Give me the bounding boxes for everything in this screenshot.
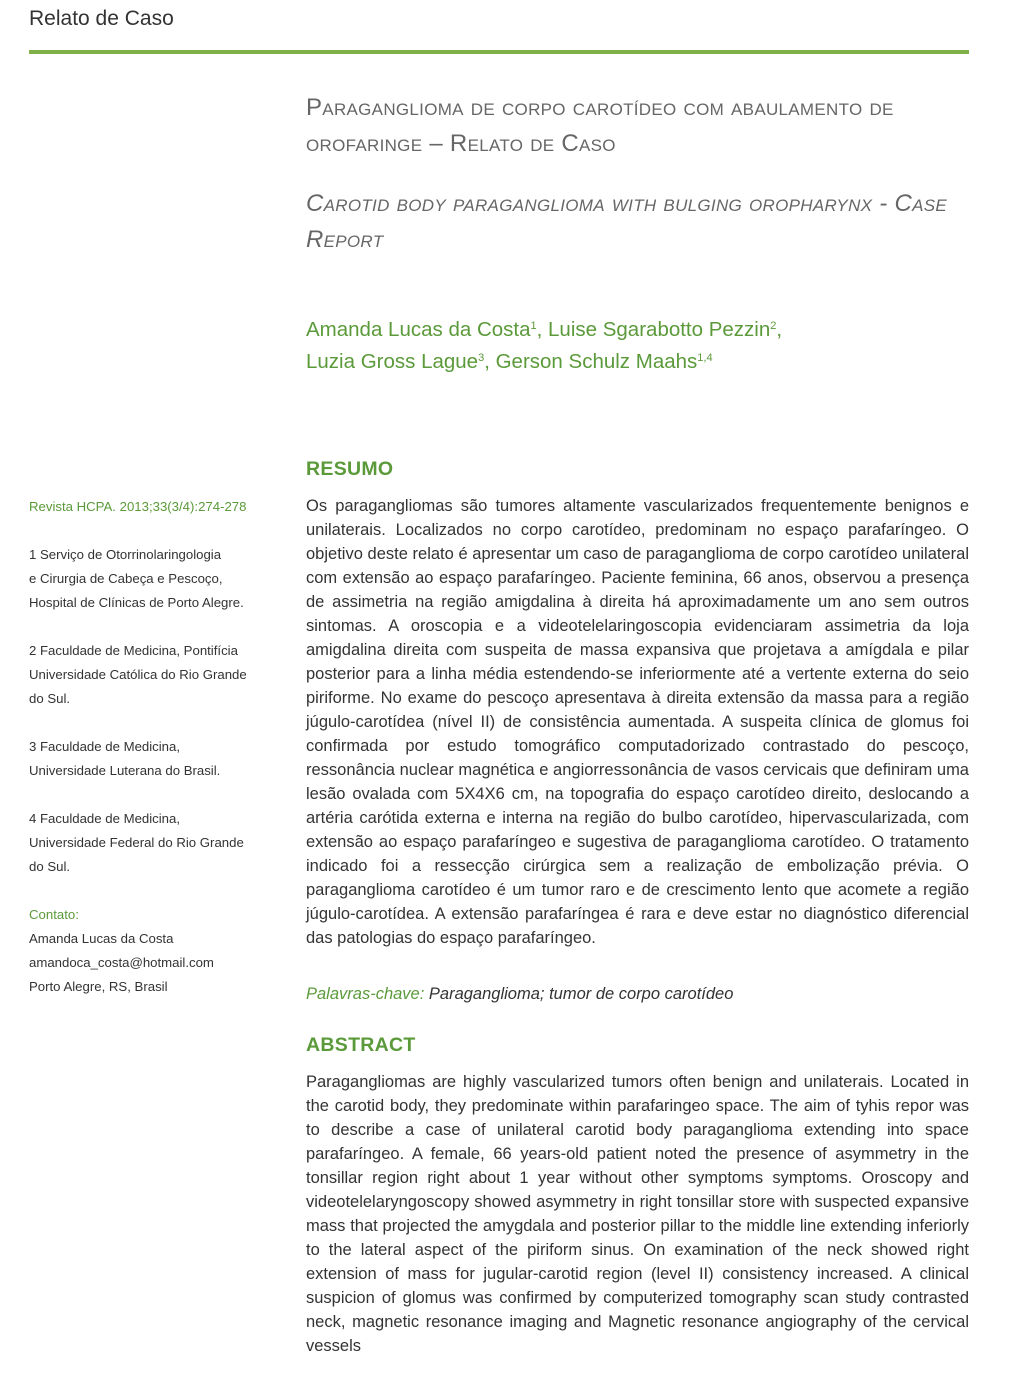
contact-label: Contato: — [29, 907, 79, 922]
abstract-heading: ABSTRACT — [306, 1034, 416, 1056]
affiliation-line: Hospital de Clínicas de Porto Alegre. — [29, 595, 244, 610]
author-separator: , — [484, 350, 496, 373]
author-name: Luise Sgarabotto Pezzin — [548, 318, 771, 341]
affiliation-line: 3 Faculdade de Medicina, — [29, 739, 181, 754]
abstract-text: Paragangliomas are highly vascularized tumors often benign and unilaterais. Located in the carotid body, they predominate within parafaringeo space. The aim of tyhis repor was to describe a case of unilateral carotid body paraganglioma extending into space parafaríngeo. A female, 66 years-old patient noted the presence of asymmetry in the tonsillar region right about 1 year without other symptoms symptoms. Oroscopy and videotelelaryngoscopy showed asymmetry in right tonsillar store with suspected expansive mass that projected the amygdala and posterior pillar to the middle line extending inferiorly to the lateral aspect of the piriform sinus. On examination of the neck showed right extension of mass for jugular-carotid region (level II) consistency increased. A clinical suspicion of glomus was confirmed by computerized tomography scan study contrasted neck, magnetic resonance imaging and Magnetic resonance angiography of the cervical vessels — [306, 1073, 969, 1355]
keywords-value: Paraganglioma; tumor de corpo carotídeo — [428, 985, 734, 1003]
resumo-text: Os paragangliomas são tumores altamente vascularizados frequentemente benignos e unilaterais. Localizados no corpo carotídeo, predominam no espaço parafaríngeo. O objetivo deste relato é apresentar um caso de paraganglioma de corpo carotídeo unilateral com extensão ao espaço parafaríngeo. Paciente feminina, 66 anos, observou a presença de assimetria na região amigdalina à direita há aproximadamente um ano sem outros sintomas. A oroscopia e a videotelelaringoscopia evidenciaram assimetria da loja amigdalina direita com suspeita de massa expansiva que projetava a amígdala e pilar posterior para a linha média estendendo-se inferiormente até a vertente externa do seio piriforme. No exame do pescoço apresentava à direita extensão da massa para a região júgulo-carotídea (nível II) de consistência aumentada. A suspeita clínica de glomus foi confirmada por estudo tomográfico computadorizado contrastado do pescoço, ressonância nuclear magnética e angiorressonância de vasos cervicais que definiram uma lesão ovalada com 5X4X6 cm, na topografia do espaço carotídeo direito, deslocando a artéria carótida externa e interna na região do bulbo carotídeo, hipervascularizada, com extensão ao espaço parafaríngeo e sugestiva de paraganglioma carotídeo. O tratamento indicado foi a ressecção cirúrgica sem a realização de embolização prévia. O paraganglioma carotídeo é um tumor raro e de crescimento lento que acomete a região júgulo-carotídea. A extensão parafaríngea é rara e deve estar no diagnóstico diferencial das patologias do espaço parafaríngeo. — [306, 497, 969, 947]
affiliation-line: 4 Faculdade de Medicina, — [29, 811, 181, 826]
affiliation-1 — [29, 543, 289, 615]
affiliation-line: Universidade Federal do Rio Grande — [29, 835, 244, 850]
contact-block — [29, 927, 289, 999]
author-name: Amanda Lucas da Costa — [306, 318, 531, 341]
affiliation-line: Universidade Católica do Rio Grande — [29, 667, 247, 682]
author-name: Gerson Schulz Maahs — [495, 350, 698, 373]
author-affiliation: 1 — [530, 320, 537, 332]
affiliation-4 — [29, 807, 289, 879]
header-rule — [29, 50, 969, 54]
author-affiliation: 1,4 — [697, 352, 713, 364]
affiliation-3 — [29, 735, 289, 783]
affiliation-line: 2 Faculdade de Medicina, Pontifícia — [29, 643, 238, 658]
author-separator: , — [536, 318, 549, 341]
affiliation-line: Universidade Luterana do Brasil. — [29, 763, 221, 778]
affiliation-line: 1 Serviço de Otorrinolaringologia — [29, 547, 222, 562]
article-title-en: Carotid body paraganglioma with bulging oropharynx - Case Report — [306, 190, 948, 253]
keywords — [306, 985, 733, 1004]
affiliation-line: e Cirurgia de Cabeça e Pescoço, — [29, 571, 223, 586]
author-name: Luzia Gross Lague — [306, 350, 479, 373]
contact-name: Amanda Lucas da Costa — [29, 931, 174, 946]
resumo-heading: RESUMO — [306, 458, 394, 480]
keywords-label: Palavras-chave: — [306, 985, 425, 1003]
affiliation-2 — [29, 639, 289, 711]
author-list — [306, 312, 972, 376]
article-title-pt: Paraganglioma de corpo carotídeo com abaulamento de orofaringe – Relato de Caso — [306, 94, 894, 157]
author-affiliation: 3 — [478, 352, 485, 364]
contact-email: amandoca_costa@hotmail.com — [29, 955, 214, 970]
section-label: Relato de Caso — [29, 7, 174, 30]
author-affiliation: 2 — [770, 320, 777, 332]
author-separator: , — [776, 318, 783, 341]
journal-citation: Revista HCPA. 2013;33(3/4):274-278 — [29, 499, 247, 514]
affiliation-line: do Sul. — [29, 691, 71, 706]
contact-location: Porto Alegre, RS, Brasil — [29, 979, 168, 994]
affiliation-line: do Sul. — [29, 859, 71, 874]
